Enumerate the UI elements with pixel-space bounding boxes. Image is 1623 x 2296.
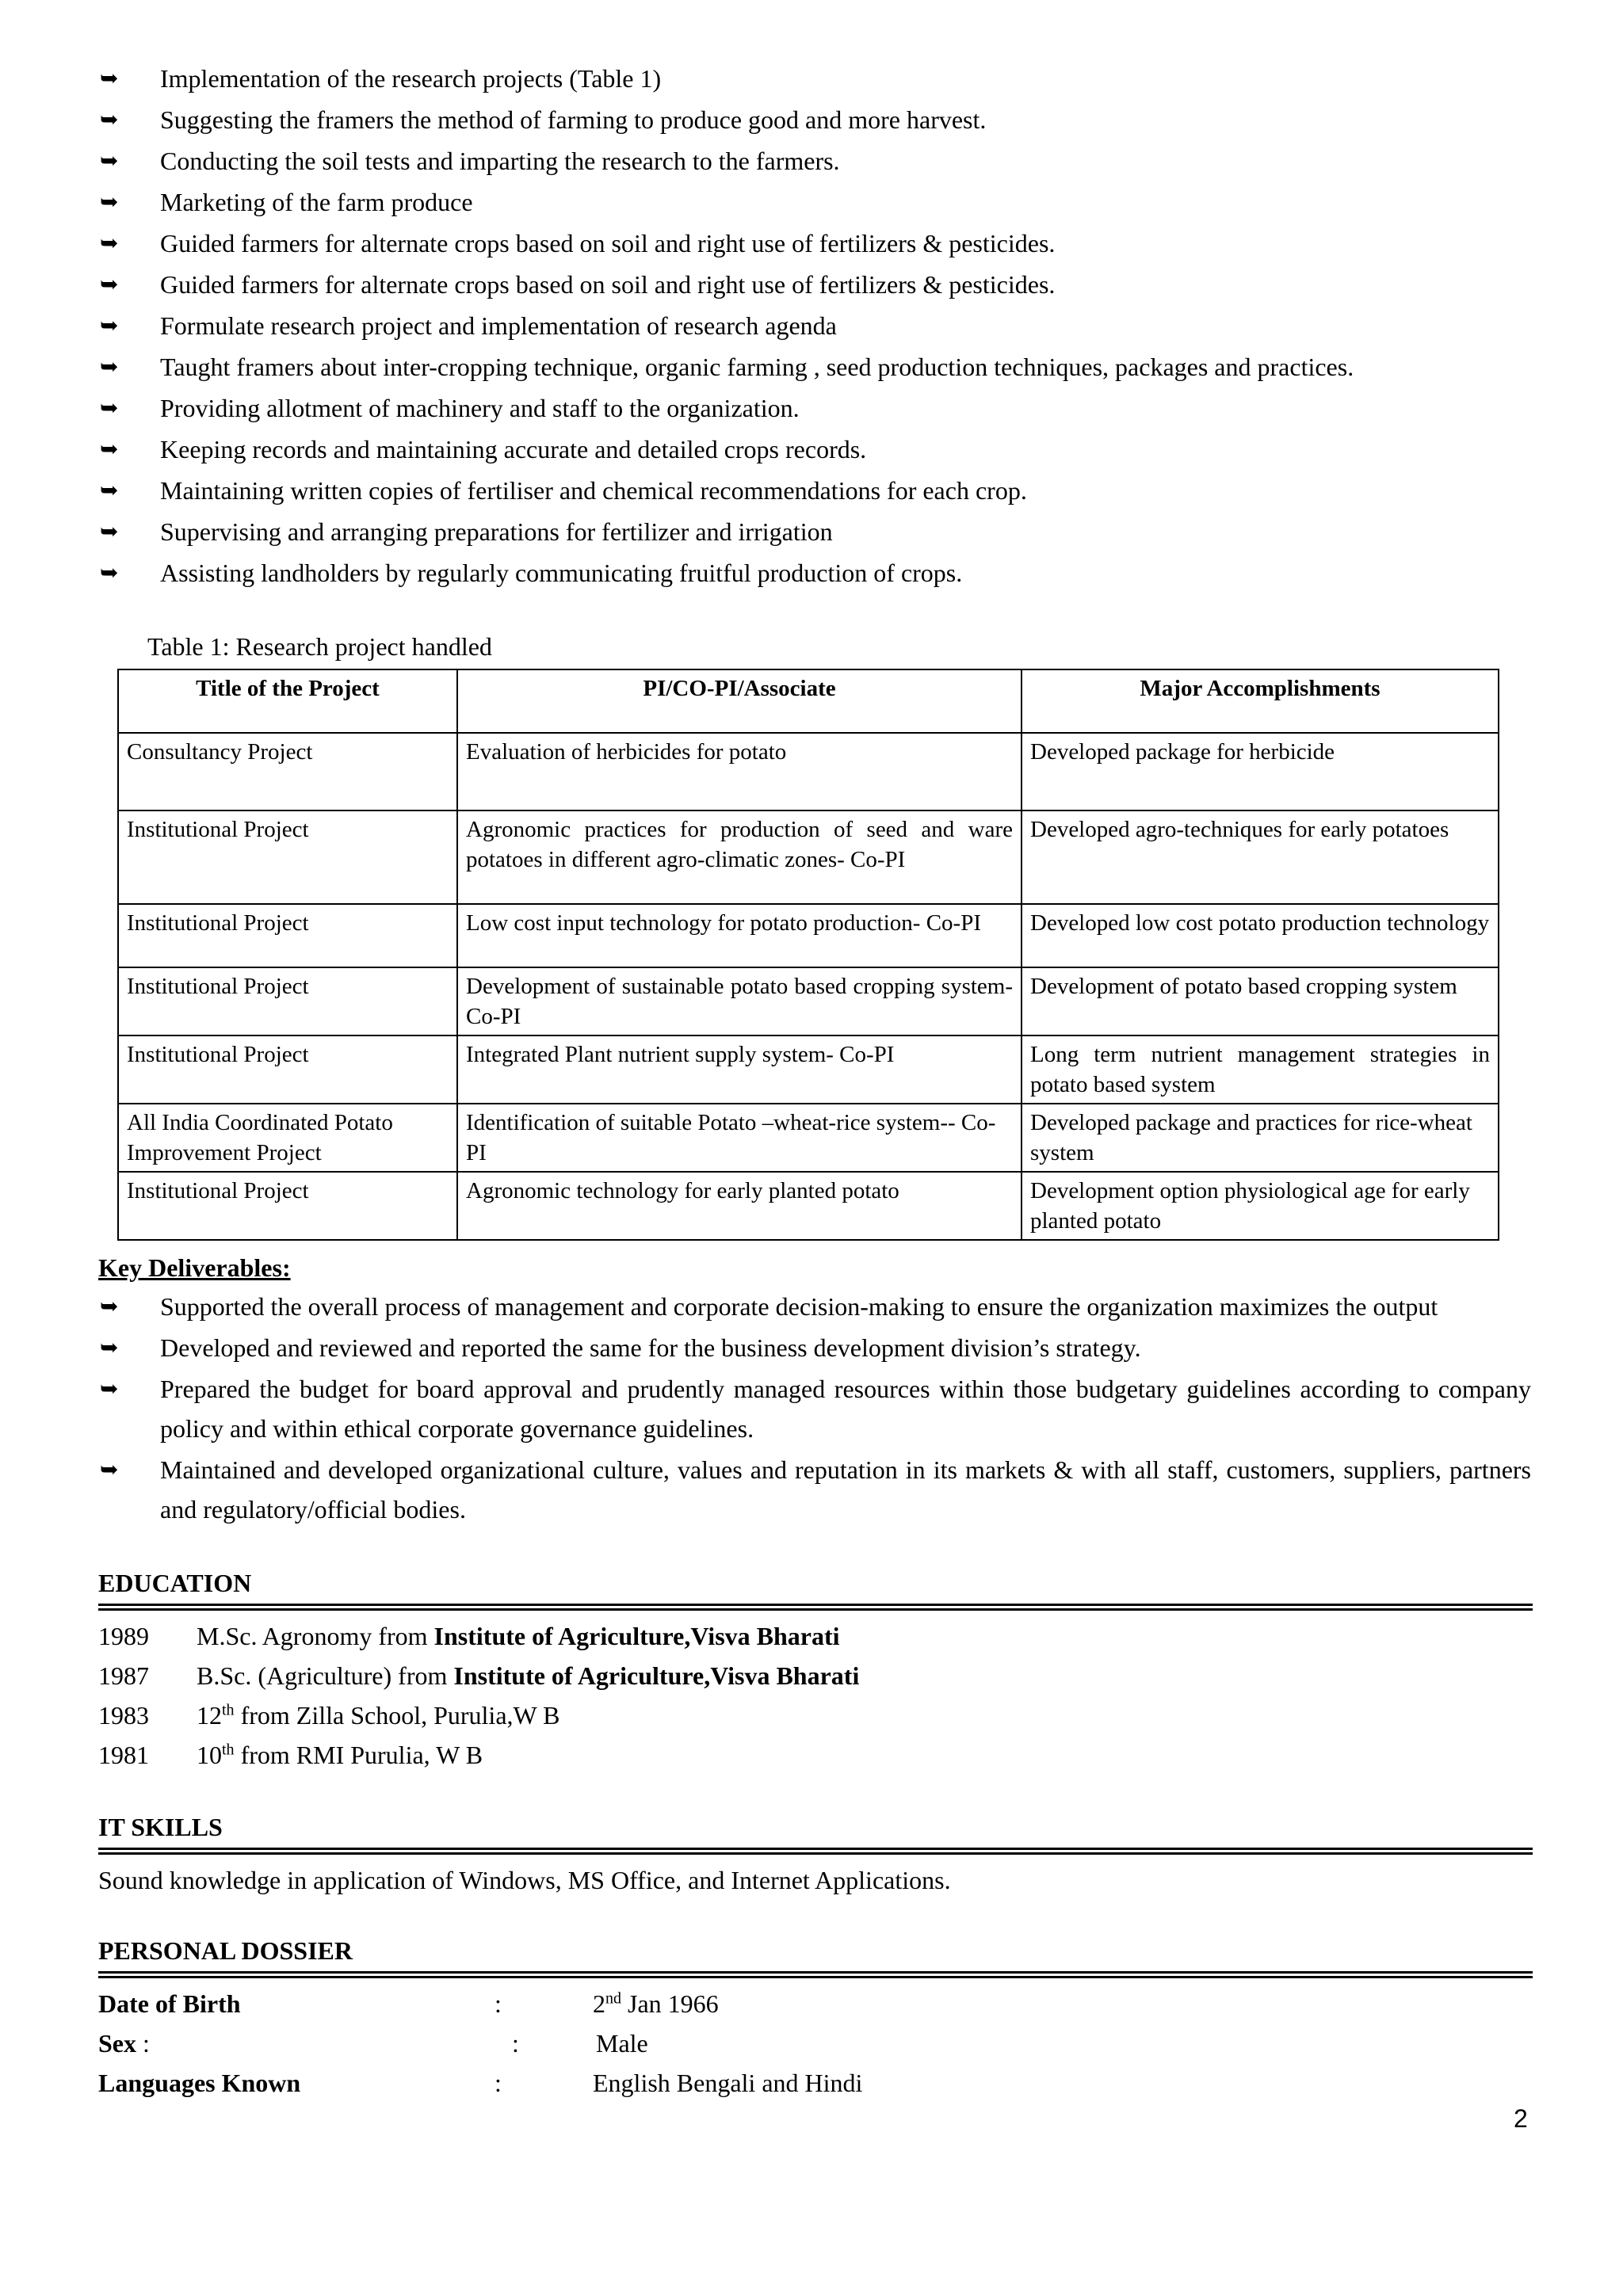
arrow-bullet-icon: ➥: [100, 1456, 119, 1482]
list-item: ➥ Conducting the soil tests and imparting the research to the farmers.: [98, 141, 1531, 181]
column-header: PI/CO-PI/Associate: [457, 669, 1022, 733]
column-header: Title of the Project: [118, 669, 457, 733]
arrow-bullet-icon: ➥: [100, 189, 119, 215]
list-item: ➥ Guided farmers for alternate crops based on soil and right use of fertilizers & pesticides.: [98, 223, 1531, 263]
education-list: [98, 1616, 859, 1775]
table-cell: Identification of suitable Potato –wheat-rice system-- Co-PI: [457, 1104, 1022, 1172]
arrow-bullet-icon: ➥: [100, 147, 119, 174]
key-deliverables-heading: Key Deliverables:: [98, 1253, 291, 1282]
arrow-bullet-icon: ➥: [100, 1293, 119, 1319]
education-entry: 1981 10th from RMI Purulia, W B: [98, 1735, 859, 1775]
languages-value: English Bengali and Hindi: [593, 2069, 863, 2097]
education-entry: 1989 M.Sc. Agronomy from Institute of Agriculture,Visva Bharati: [98, 1616, 859, 1656]
table-cell: Consultancy Project: [118, 733, 457, 810]
arrow-bullet-icon: ➥: [100, 65, 119, 91]
table-cell: Developed package and practices for rice-wheat system: [1022, 1104, 1499, 1172]
table-cell: Developed low cost potato production technology: [1022, 904, 1499, 967]
table-cell: Institutional Project: [118, 1172, 457, 1240]
table-row: [118, 733, 1499, 810]
sex-value: Male: [596, 2029, 648, 2058]
list-item: ➥ Supported the overall process of management and corporate decision-making to ensure the organization maximizes the output: [98, 1287, 1531, 1326]
table-cell: Long term nutrient management strategies in potato based system: [1022, 1035, 1499, 1104]
dob-value: 2nd Jan 1966: [593, 1989, 719, 2018]
arrow-bullet-icon: ➥: [100, 106, 119, 132]
table-cell: Developed package for herbicide: [1022, 733, 1499, 810]
it-skills-heading: IT SKILLS: [98, 1813, 223, 1841]
list-item: ➥ Prepared the budget for board approval and prudently managed resources within those budgetary guidelines according to company policy and within ethical corporate governance guidelines.: [98, 1369, 1531, 1448]
languages-label: Languages Known: [98, 2069, 301, 2097]
table-header-row: [118, 669, 1499, 733]
list-item: ➥ Keeping records and maintaining accurate and detailed crops records.: [98, 429, 1531, 469]
colon: :: [512, 2029, 519, 2058]
section-divider: [98, 1848, 1533, 1855]
education-heading: EDUCATION: [98, 1569, 252, 1597]
section-divider: [98, 1971, 1533, 1978]
responsibilities-list: [98, 59, 1531, 594]
list-item: ➥ Assisting landholders by regularly communicating fruitful production of crops.: [98, 553, 1531, 593]
arrow-bullet-icon: ➥: [100, 353, 119, 379]
table-cell: Evaluation of herbicides for potato: [457, 733, 1022, 810]
page-number: 2: [1514, 2104, 1528, 2133]
list-item: ➥ Taught framers about inter-cropping technique, organic farming , seed production techniques, packages and practices.: [98, 347, 1531, 387]
arrow-bullet-icon: ➥: [100, 395, 119, 421]
it-skills-text: Sound knowledge in application of Windows, MS Office, and Internet Applications.: [98, 1866, 951, 1894]
education-year: 1989: [98, 1622, 149, 1650]
list-item: ➥ Suggesting the framers the method of farming to produce good and more harvest.: [98, 100, 1531, 139]
list-item: ➥ Providing allotment of machinery and staff to the organization.: [98, 388, 1531, 428]
table-cell: Low cost input technology for potato production- Co-PI: [457, 904, 1022, 967]
sex-label: Sex :: [98, 2029, 150, 2058]
table-row: [118, 810, 1499, 904]
list-item: ➥ Maintained and developed organizational culture, values and reputation in its markets & with all staff, customers, suppliers, partners and regulatory/official bodies.: [98, 1450, 1531, 1529]
colon: :: [495, 1989, 502, 2018]
table-cell: Institutional Project: [118, 904, 457, 967]
dob-label: Date of Birth: [98, 1989, 241, 2018]
column-header: Major Accomplishments: [1022, 669, 1499, 733]
list-item: ➥ Developed and reviewed and reported the same for the business development division’s strategy.: [98, 1328, 1531, 1367]
arrow-bullet-icon: ➥: [100, 477, 119, 503]
arrow-bullet-icon: ➥: [100, 1334, 119, 1360]
arrow-bullet-icon: ➥: [100, 436, 119, 462]
table-cell: All India Coordinated Potato Improvement Project: [118, 1104, 457, 1172]
table-caption: Table 1: Research project handled: [147, 632, 492, 661]
arrow-bullet-icon: ➥: [100, 271, 119, 297]
table-row: [118, 1035, 1499, 1104]
table-cell: Institutional Project: [118, 810, 457, 904]
table-cell: Developed agro-techniques for early potatoes: [1022, 810, 1499, 904]
list-item: ➥ Supervising and arranging preparations for fertilizer and irrigation: [98, 512, 1531, 551]
table-cell: Integrated Plant nutrient supply system- Co-PI: [457, 1035, 1022, 1104]
section-divider: [98, 1604, 1533, 1611]
table-cell: Development of sustainable potato based cropping system- Co-PI: [457, 967, 1022, 1035]
education-year: 1983: [98, 1701, 149, 1730]
personal-dossier-heading: PERSONAL DOSSIER: [98, 1936, 353, 1965]
colon: :: [495, 2069, 502, 2097]
arrow-bullet-icon: ➥: [100, 518, 119, 544]
research-projects-table: [117, 669, 1499, 1241]
list-item: ➥ Guided farmers for alternate crops based on soil and right use of fertilizers & pesticides.: [98, 265, 1531, 304]
table-row: [118, 967, 1499, 1035]
table-row: [118, 1172, 1499, 1240]
table-row: [118, 904, 1499, 967]
table-row: [118, 1104, 1499, 1172]
table-cell: Agronomic technology for early planted potato: [457, 1172, 1022, 1240]
table-cell: Institutional Project: [118, 1035, 457, 1104]
list-item: ➥ Marketing of the farm produce: [98, 182, 1531, 222]
arrow-bullet-icon: ➥: [100, 559, 119, 585]
education-year: 1981: [98, 1741, 149, 1769]
list-item: ➥ Implementation of the research projects (Table 1): [98, 59, 1531, 98]
list-item: ➥ Maintaining written copies of fertiliser and chemical recommendations for each crop.: [98, 471, 1531, 510]
arrow-bullet-icon: ➥: [100, 312, 119, 338]
education-year: 1987: [98, 1661, 149, 1690]
table-cell: Development of potato based cropping system: [1022, 967, 1499, 1035]
education-entry: 1983 12th from Zilla School, Purulia,W B: [98, 1695, 859, 1735]
table-cell: Agronomic practices for production of seed and ware potatoes in different agro-climatic zones- Co-PI: [457, 810, 1022, 904]
table-cell: Development option physiological age for early planted potato: [1022, 1172, 1499, 1240]
arrow-bullet-icon: ➥: [100, 1375, 119, 1402]
table-cell: Institutional Project: [118, 967, 457, 1035]
education-entry: 1987 B.Sc. (Agriculture) from Institute of Agriculture,Visva Bharati: [98, 1656, 859, 1695]
arrow-bullet-icon: ➥: [100, 230, 119, 256]
key-deliverables-list: [98, 1287, 1531, 1531]
list-item: ➥ Formulate research project and implementation of research agenda: [98, 306, 1531, 345]
